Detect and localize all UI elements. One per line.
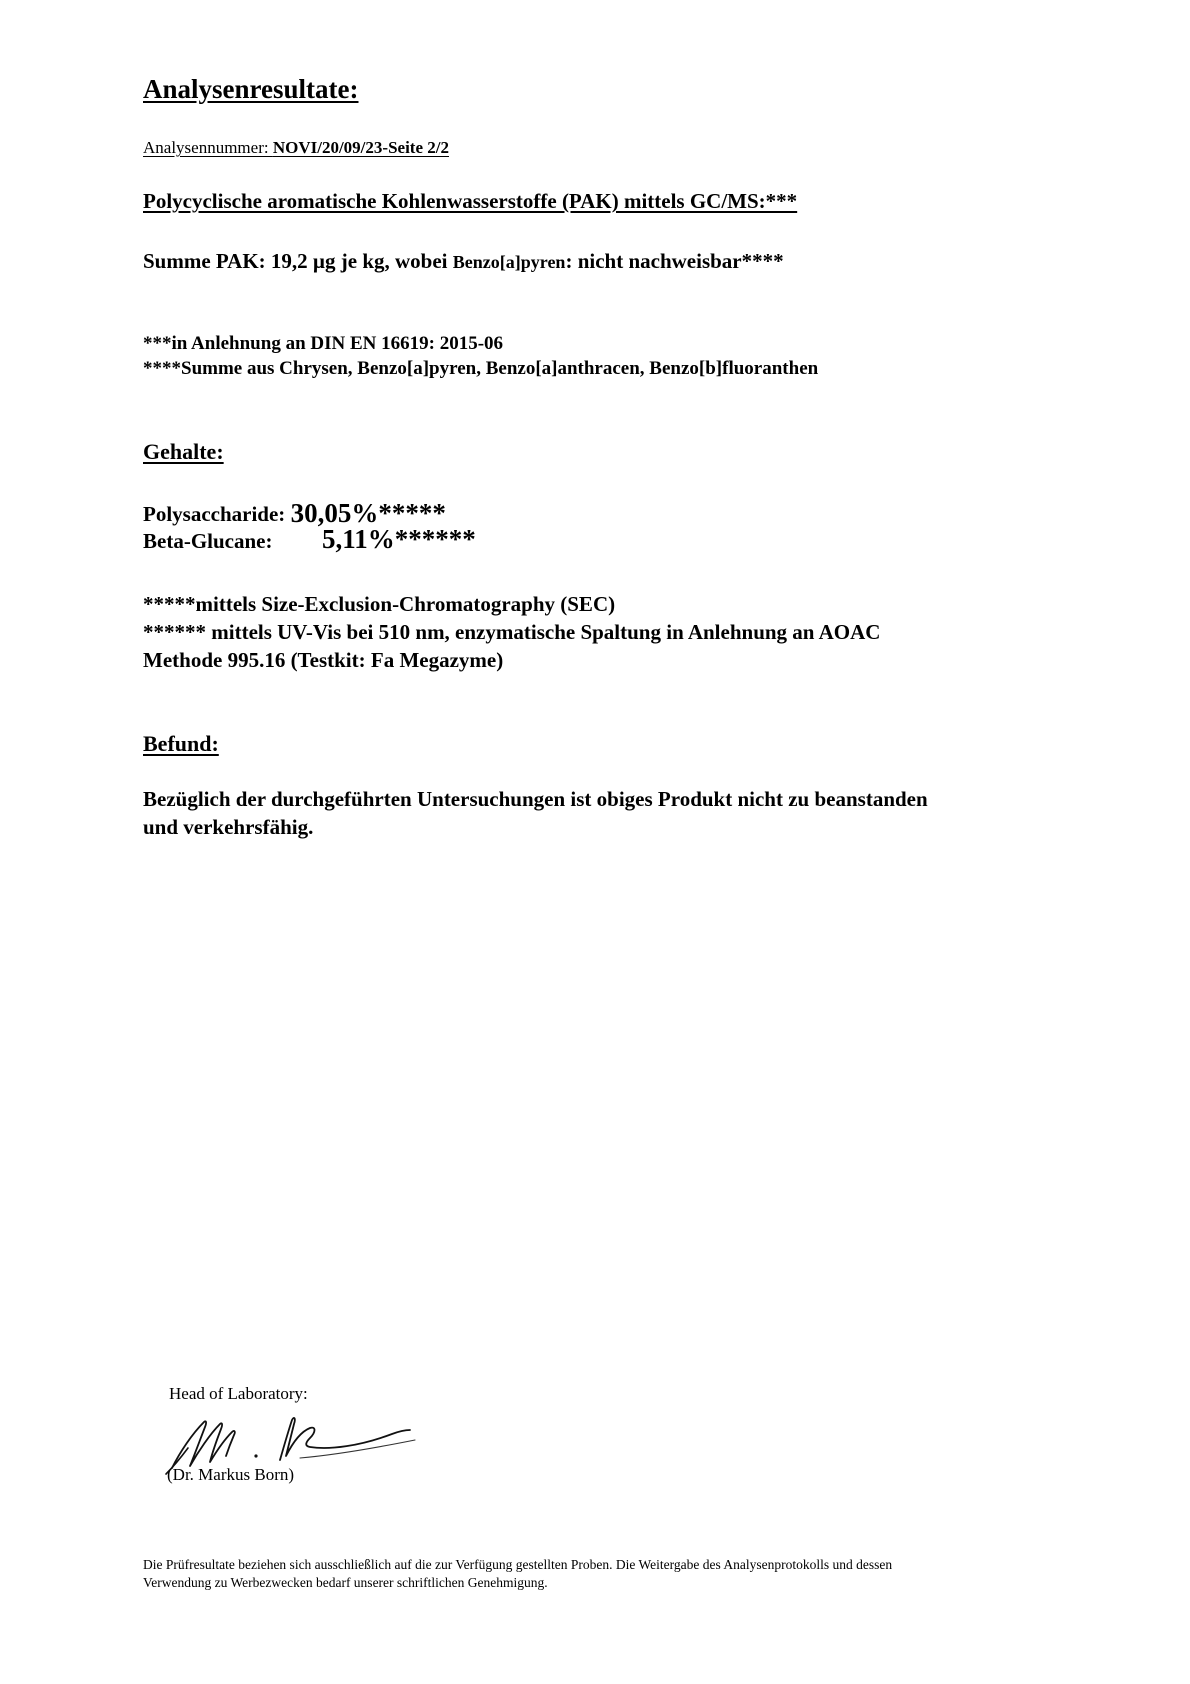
analysis-number <box>143 138 449 158</box>
befund-line-2: und verkehrsfähig. <box>143 815 314 839</box>
page-title: Analysenresultate: <box>143 74 359 104</box>
content-label: Beta-Glucane: <box>143 529 273 553</box>
footer-line-1: Die Prüfresultate beziehen sich ausschließlich auf die zur Verfügung gestellten Proben. Die Weitergabe des Analysenprotokolls und dessen <box>143 1557 893 1572</box>
footer-line-2: Verwendung zu Werbezwecken bedarf unserer schriftlichen Genehmigung. <box>143 1575 548 1590</box>
content-value-group <box>322 524 476 555</box>
pak-heading: Polycyclische aromatische Kohlenwasserstoffe (PAK) mittels GC/MS:*** <box>143 189 798 213</box>
gehalte-heading: Gehalte: <box>143 439 224 464</box>
analysis-number-label: Analysennummer: <box>143 138 273 157</box>
content-row-beta-glucane <box>143 524 476 554</box>
gehalte-footnote-3: Methode 995.16 (Testkit: Fa Megazyme) <box>143 648 504 672</box>
content-marker: ***** <box>378 498 446 528</box>
analysis-number-value: NOVI/20/09/23-Seite 2/2 <box>272 138 449 157</box>
pak-note-2: ****Summe aus Chrysen, Benzo[a]pyren, Benzo[a]anthracen, Benzo[b]fluoranthen <box>143 358 819 379</box>
befund-line-1: Bezüglich der durchgeführten Untersuchungen ist obiges Produkt nicht zu beanstanden <box>143 787 928 811</box>
content-label: Polysaccharide: <box>143 502 291 526</box>
gehalte-footnote-2: ****** mittels UV-Vis bei 510 nm, enzymatische Spaltung in Anlehnung an AOAC <box>143 620 881 644</box>
gehalte-footnote-1: *****mittels Size-Exclusion-Chromatography (SEC) <box>143 592 616 616</box>
pak-note-1: ***in Anlehnung an DIN EN 16619: 2015-06 <box>143 333 504 354</box>
content-value: 5,11% <box>322 524 395 554</box>
pak-sum-compound: Benzo[a]pyren <box>452 252 566 272</box>
befund-heading: Befund: <box>143 731 219 756</box>
content-marker: ****** <box>394 524 476 554</box>
content-value: 30,05% <box>290 498 379 528</box>
signature-label: Head of Laboratory: <box>169 1384 308 1403</box>
pak-sum-prefix: Summe PAK: 19,2 µg je kg, wobei <box>143 249 453 273</box>
pak-sum-suffix: : nicht nachweisbar**** <box>565 249 784 273</box>
signatory-name: (Dr. Markus Born) <box>167 1465 295 1484</box>
pak-sum <box>143 249 784 274</box>
